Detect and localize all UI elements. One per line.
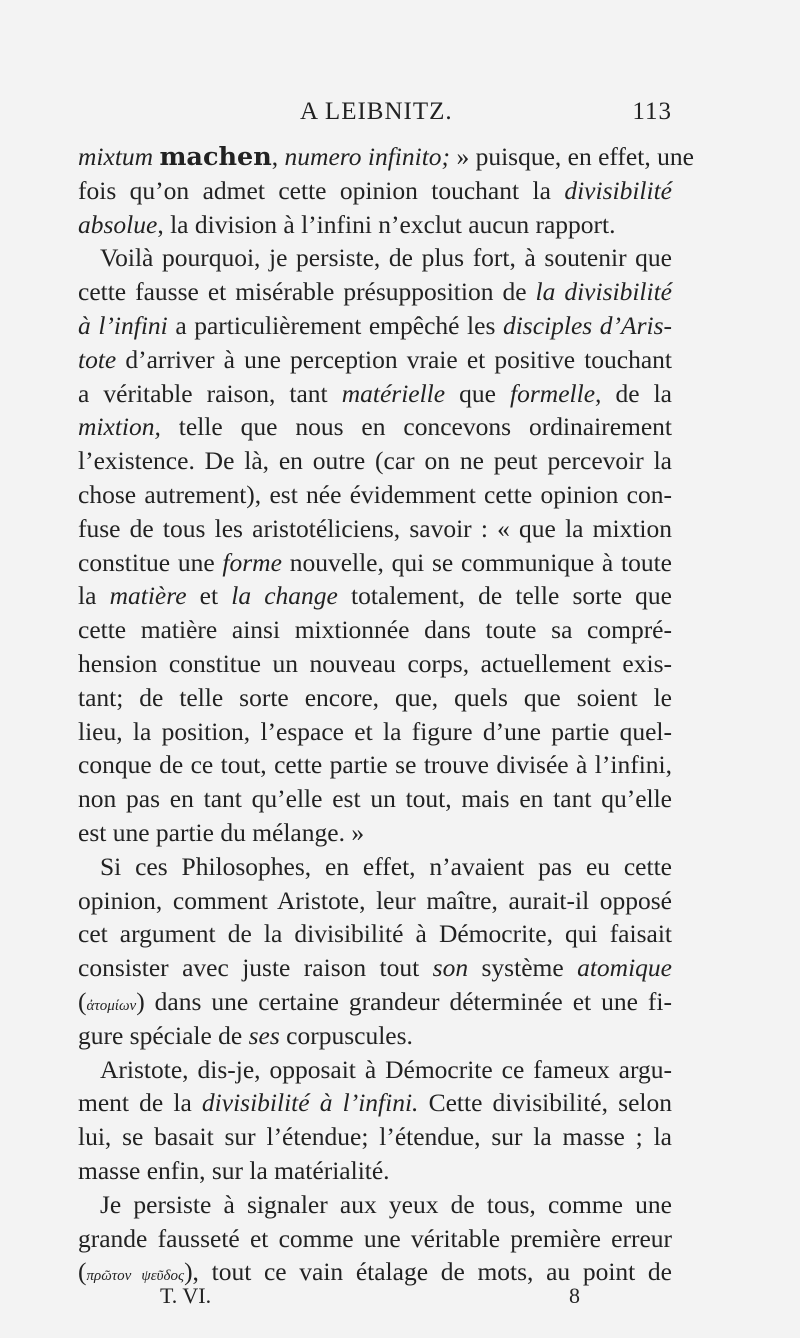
text-line bbox=[78, 647, 672, 681]
text-line bbox=[78, 816, 672, 850]
text-run: ), tout ce vain étalage de mots, au point de bbox=[184, 1257, 672, 1287]
text-line bbox=[78, 1053, 672, 1087]
text-run: corpuscules. bbox=[279, 1020, 413, 1050]
text-line bbox=[78, 951, 672, 985]
text-line bbox=[78, 850, 672, 884]
text-line bbox=[78, 140, 694, 174]
emphasis-text: divisibilité bbox=[564, 175, 672, 205]
page-footer bbox=[160, 1283, 580, 1317]
text-line bbox=[78, 174, 672, 208]
text-line bbox=[78, 478, 672, 512]
text-run: l’existence. De là, en outre (car on ne peut percevoir la bbox=[78, 446, 672, 476]
text-run: non pas en tant qu’elle est un tout, mais en tant qu’elle bbox=[78, 784, 672, 814]
text-line bbox=[78, 1120, 672, 1154]
text-run: , bbox=[271, 142, 285, 171]
text-run: hension constitue un nouveau corps, actuellement exis- bbox=[78, 648, 672, 678]
text-line bbox=[78, 917, 672, 951]
emphasis-text: son bbox=[432, 953, 469, 983]
text-run: cette fausse et misérable présupposition de bbox=[78, 277, 536, 307]
page-number: 113 bbox=[632, 98, 672, 125]
text-line bbox=[78, 613, 672, 647]
emphasis-text: forme bbox=[222, 547, 282, 577]
text-line bbox=[78, 884, 672, 918]
running-title: A LEIBNITZ. bbox=[300, 98, 453, 125]
text-run: d’arriver à une perception vraie et positive touchant bbox=[116, 344, 672, 374]
text-run: ( bbox=[78, 986, 87, 1016]
emphasis-text: machen bbox=[159, 142, 272, 172]
emphasis-text: la divisibilité bbox=[535, 277, 672, 307]
emphasis-text: formelle, bbox=[510, 378, 602, 408]
running-header bbox=[78, 94, 672, 128]
greek-term: ἀτομίων bbox=[86, 997, 137, 1014]
text-run: cette matière ainsi mixtionnée dans toute sa compré- bbox=[78, 615, 672, 645]
text-line bbox=[78, 343, 672, 377]
text-line bbox=[78, 1222, 672, 1256]
signature-mark: T. VI. bbox=[160, 1283, 212, 1308]
text-run: a véritable raison, tant bbox=[78, 378, 342, 408]
emphasis-text: matérielle bbox=[341, 378, 446, 408]
text-line bbox=[78, 377, 672, 411]
text-line bbox=[78, 309, 672, 343]
text-run: Voilà pourquoi, je persiste, de plus fort, à soutenir que bbox=[100, 243, 672, 273]
text-line bbox=[78, 681, 672, 715]
text-line bbox=[78, 748, 672, 782]
text-line bbox=[78, 546, 672, 580]
text-line bbox=[78, 241, 672, 275]
emphasis-text: ses bbox=[248, 1020, 280, 1050]
text-run: et bbox=[186, 581, 232, 611]
text-line bbox=[78, 444, 672, 478]
text-run: » puisque, en effet, une bbox=[450, 142, 694, 171]
emphasis-text: disciples d’Aris- bbox=[502, 310, 673, 340]
text-run: conque de ce tout, cette partie se trouve divisée à l’infini, bbox=[78, 750, 672, 780]
text-run: chose autrement), est née évidemment cette opinion con- bbox=[78, 479, 672, 509]
text-run: lui, se basait sur l’étendue; l’étendue, sur la masse ; la bbox=[78, 1122, 672, 1152]
text-run: consister avec juste raison tout bbox=[78, 953, 433, 983]
text-run: ( bbox=[78, 1257, 87, 1287]
greek-term: πρῶτον ψεῦδος bbox=[86, 1268, 185, 1285]
text-line bbox=[78, 512, 672, 546]
text-line bbox=[78, 715, 672, 749]
emphasis-text: la change bbox=[231, 581, 338, 611]
emphasis-text: absolue bbox=[78, 209, 158, 239]
text-run: système bbox=[468, 953, 578, 983]
text-line bbox=[78, 1019, 672, 1053]
body-text bbox=[78, 140, 694, 1289]
emphasis-text: divisibilité à l’infini. bbox=[201, 1088, 419, 1118]
text-run: gure spéciale de bbox=[78, 1020, 249, 1050]
text-run: fuse de tous les aristotéliciens, savoir : « que la mixtion bbox=[78, 513, 672, 543]
text-run: cet argument de la divisibilité à Démocrite, qui faisait bbox=[78, 919, 672, 949]
text-run: a particulièrement empêché les bbox=[167, 310, 503, 340]
text-run: que bbox=[445, 378, 511, 408]
emphasis-text: numero infinito; bbox=[284, 142, 451, 171]
text-line bbox=[78, 410, 672, 444]
text-run: masse enfin, sur la matérialité. bbox=[78, 1155, 390, 1185]
emphasis-text: mixtum bbox=[78, 142, 154, 171]
text-run: Cette divisibilité, selon bbox=[418, 1088, 672, 1118]
text-line bbox=[78, 985, 672, 1019]
sheet-number: 8 bbox=[569, 1283, 580, 1308]
emphasis-text: mixtion, bbox=[78, 412, 161, 442]
text-run: de la bbox=[601, 378, 672, 408]
text-run: tant; de telle sorte encore, que, quels que soient le bbox=[78, 682, 672, 712]
text-line bbox=[78, 579, 672, 613]
text-run: nouvelle, qui se communique à toute bbox=[281, 547, 672, 577]
text-line bbox=[78, 1086, 672, 1120]
text-run: telle que nous en concevons ordinairement bbox=[160, 412, 672, 442]
text-run: Si ces Philosophes, en effet, n’avaient pas eu cette bbox=[100, 851, 672, 881]
text-line bbox=[78, 1154, 672, 1188]
emphasis-text: à l’infini bbox=[78, 310, 168, 340]
text-run: ment de la bbox=[78, 1088, 202, 1118]
emphasis-text: atomique bbox=[577, 953, 672, 983]
text-line bbox=[78, 1188, 672, 1222]
text-run: grande fausseté et comme une véritable première erreur bbox=[78, 1223, 672, 1253]
text-run: fois qu’on admet cette opinion touchant la bbox=[78, 175, 565, 205]
text-run: la bbox=[78, 581, 110, 611]
text-run: Aristote, dis-je, opposait à Démocrite ce fameux argu- bbox=[100, 1054, 672, 1084]
text-run: , la division à l’infini n’exclut aucun rapport. bbox=[157, 209, 616, 239]
text-line bbox=[78, 208, 672, 242]
text-run: ) dans une certaine grandeur déterminée et une fi- bbox=[136, 986, 672, 1016]
text-line bbox=[78, 275, 672, 309]
text-run: est une partie du mélange. » bbox=[78, 817, 365, 847]
emphasis-text: matière bbox=[109, 581, 187, 611]
text-run: Je persiste à signaler aux yeux de tous, comme une bbox=[100, 1189, 672, 1219]
text-run: totalement, de telle sorte que bbox=[337, 581, 672, 611]
text-run: opinion, comment Aristote, leur maître, aurait-il opposé bbox=[78, 885, 672, 915]
text-run: constitue une bbox=[78, 547, 223, 577]
emphasis-text: tote bbox=[78, 344, 117, 374]
text-run: lieu, la position, l’espace et la figure d’une partie quel- bbox=[78, 716, 672, 746]
text-line bbox=[78, 782, 672, 816]
